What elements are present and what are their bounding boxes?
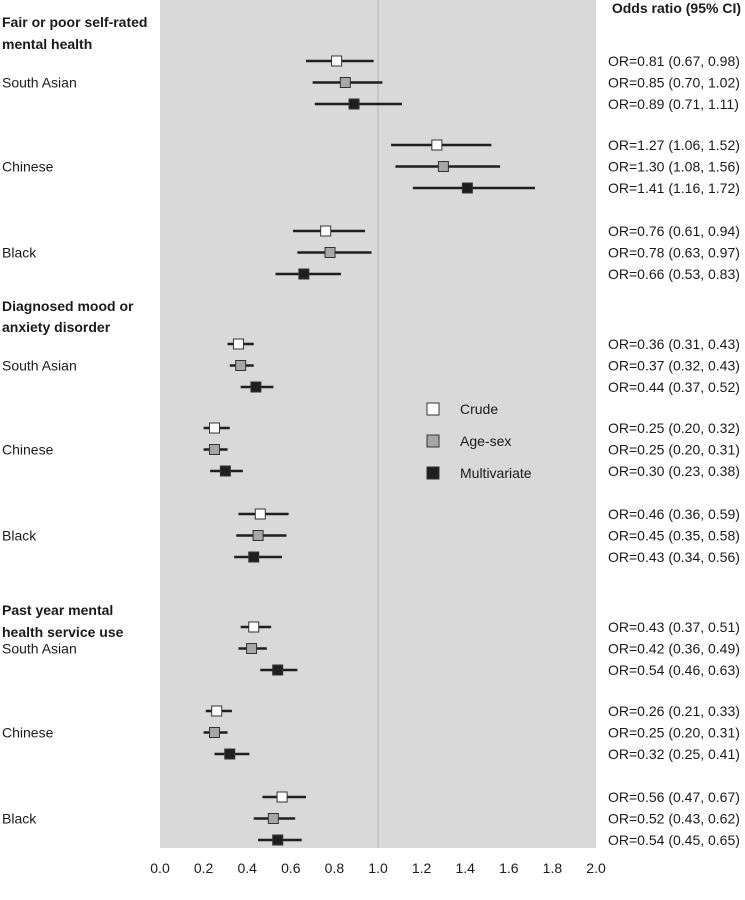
or-label: OR=1.27 (1.06, 1.52) (608, 137, 740, 153)
group-label: Chinese (2, 441, 54, 458)
or-label: OR=0.43 (0.34, 0.56) (608, 549, 740, 565)
or-label: OR=0.26 (0.21, 0.33) (608, 703, 740, 719)
or-label: OR=0.25 (0.20, 0.31) (608, 441, 740, 458)
section-title: health service use (2, 624, 124, 640)
group-label: South Asian (2, 640, 77, 657)
point-estimate-marker (212, 706, 222, 716)
x-tick-label: 1.4 (455, 860, 475, 876)
or-label: OR=1.41 (1.16, 1.72) (608, 180, 740, 196)
x-tick-label: 1.0 (368, 860, 388, 876)
or-label: OR=0.81 (0.67, 0.98) (608, 53, 740, 69)
point-estimate-marker (251, 382, 261, 392)
column-header: Odds ratio (95% CI) (611, 0, 741, 16)
legend-swatch (427, 435, 439, 447)
point-estimate-marker (210, 423, 220, 433)
legend-swatch (427, 467, 439, 479)
point-estimate-marker (253, 531, 263, 541)
section-title: mental health (2, 36, 93, 52)
or-label: OR=0.66 (0.53, 0.83) (608, 266, 740, 282)
group-label: Chinese (2, 724, 54, 741)
point-estimate-marker (233, 339, 243, 349)
point-estimate-marker (332, 56, 342, 66)
x-tick-label: 2.0 (586, 860, 606, 876)
section-title: Fair or poor self-rated (2, 14, 148, 30)
point-estimate-marker (438, 162, 448, 172)
point-estimate-marker (268, 814, 278, 824)
or-label: OR=0.78 (0.63, 0.97) (608, 244, 740, 261)
or-label: OR=0.30 (0.23, 0.38) (608, 463, 740, 479)
point-estimate-marker (277, 792, 287, 802)
section-title: Past year mental (2, 602, 114, 618)
or-label: OR=0.44 (0.37, 0.52) (608, 379, 740, 395)
or-label: OR=0.25 (0.20, 0.31) (608, 724, 740, 741)
x-tick-label: 0.4 (237, 860, 257, 876)
or-label: OR=0.32 (0.25, 0.41) (608, 746, 740, 762)
or-label: OR=0.56 (0.47, 0.67) (608, 789, 740, 805)
section-title: Diagnosed mood or (2, 298, 134, 314)
x-tick-label: 1.2 (411, 860, 432, 876)
legend-label: Multivariate (460, 465, 532, 481)
point-estimate-marker (273, 835, 283, 845)
x-tick-label: 0.8 (324, 860, 345, 876)
point-estimate-marker (210, 728, 220, 738)
or-label: OR=0.46 (0.36, 0.59) (608, 506, 740, 522)
point-estimate-marker (340, 78, 350, 88)
group-label: Black (2, 244, 37, 261)
section-title: anxiety disorder (2, 319, 111, 335)
group-label: Black (2, 810, 37, 827)
point-estimate-marker (321, 226, 331, 236)
or-label: OR=0.76 (0.61, 0.94) (608, 223, 740, 239)
point-estimate-marker (225, 749, 235, 759)
or-label: OR=0.37 (0.32, 0.43) (608, 357, 740, 374)
point-estimate-marker (299, 269, 309, 279)
point-estimate-marker (432, 140, 442, 150)
point-estimate-marker (249, 552, 259, 562)
group-label: South Asian (2, 357, 77, 374)
point-estimate-marker (220, 466, 230, 476)
or-label: OR=0.85 (0.70, 1.02) (608, 74, 740, 91)
group-label: Black (2, 527, 37, 544)
point-estimate-marker (462, 183, 472, 193)
point-estimate-marker (247, 644, 257, 654)
legend-label: Age-sex (460, 433, 512, 449)
or-label: OR=0.45 (0.35, 0.58) (608, 527, 740, 544)
or-label: OR=1.30 (1.08, 1.56) (608, 158, 740, 175)
x-tick-label: 0.0 (150, 860, 170, 876)
point-estimate-marker (249, 622, 259, 632)
x-tick-label: 1.8 (542, 860, 563, 876)
point-estimate-marker (349, 99, 359, 109)
point-estimate-marker (325, 248, 335, 258)
point-estimate-marker (236, 361, 246, 371)
legend-swatch (427, 403, 439, 415)
x-tick-label: 0.2 (193, 860, 214, 876)
x-tick-label: 0.6 (281, 860, 301, 876)
group-label: South Asian (2, 74, 77, 91)
or-label: OR=0.25 (0.20, 0.32) (608, 420, 740, 436)
or-label: OR=0.36 (0.31, 0.43) (608, 336, 740, 352)
or-label: OR=0.52 (0.43, 0.62) (608, 810, 740, 827)
x-tick-label: 1.6 (499, 860, 519, 876)
or-label: OR=0.54 (0.46, 0.63) (608, 662, 740, 678)
point-estimate-marker (273, 665, 283, 675)
group-label: Chinese (2, 158, 54, 175)
or-label: OR=0.43 (0.37, 0.51) (608, 619, 740, 635)
point-estimate-marker (255, 509, 265, 519)
or-label: OR=0.54 (0.45, 0.65) (608, 832, 740, 848)
legend-label: Crude (460, 401, 499, 417)
or-label: OR=0.42 (0.36, 0.49) (608, 640, 740, 657)
point-estimate-marker (210, 445, 220, 455)
or-label: OR=0.89 (0.71, 1.11) (608, 96, 739, 112)
